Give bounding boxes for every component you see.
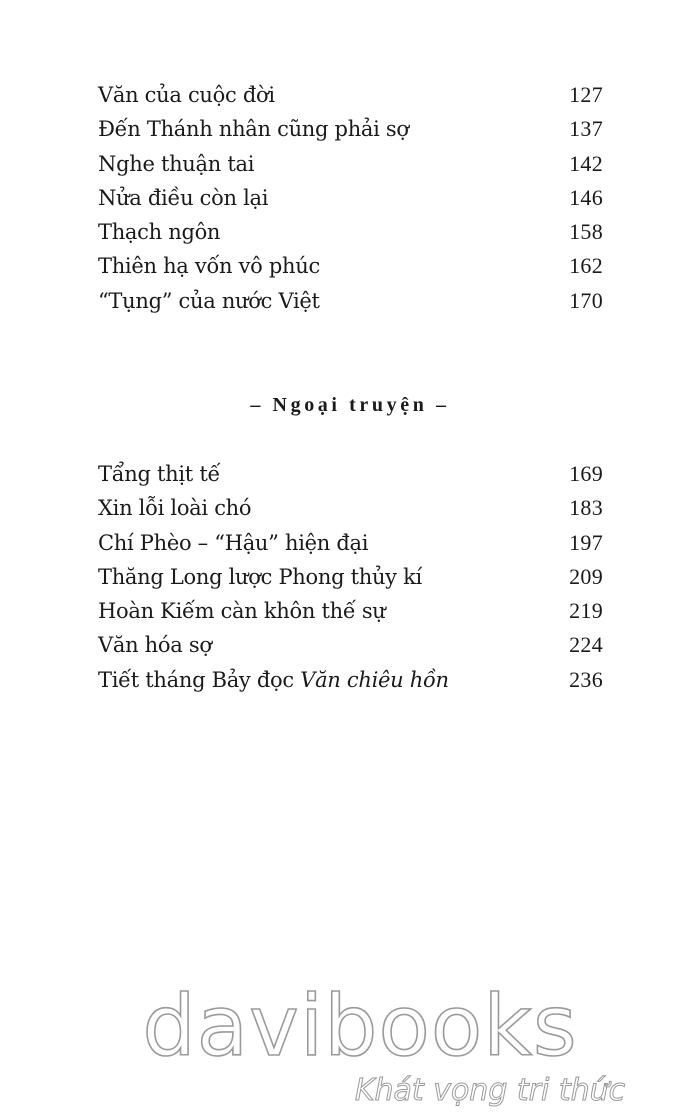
toc-entry-title: Thạch ngôn bbox=[98, 220, 221, 245]
toc-entry-title: Đến Thánh nhân cũng phải sợ bbox=[98, 117, 409, 142]
toc-entry bbox=[98, 249, 603, 283]
toc-entry-page: 146 bbox=[569, 184, 603, 210]
toc-entry-title: Văn hóa sợ bbox=[98, 633, 212, 658]
toc-entry bbox=[98, 147, 603, 181]
toc-entry-title-prefix: Tiết tháng Bảy đọc bbox=[98, 667, 301, 692]
toc-entry-page: 224 bbox=[569, 632, 603, 658]
toc-entry bbox=[98, 491, 603, 525]
toc-entry-page: 142 bbox=[569, 150, 603, 176]
toc-entry-page: 197 bbox=[569, 529, 603, 555]
toc-entry-title: Tẩng thịt tế bbox=[98, 462, 221, 486]
toc-entry bbox=[98, 215, 603, 249]
toc-entry-page: 162 bbox=[569, 253, 603, 279]
toc-entry bbox=[98, 663, 603, 697]
toc-entry-page: 209 bbox=[569, 563, 603, 589]
toc-entry bbox=[98, 594, 603, 628]
toc-entry bbox=[98, 181, 603, 215]
toc-entry bbox=[98, 112, 603, 146]
toc-entry-title-italic: Văn chiêu hồn bbox=[300, 667, 449, 692]
toc-main-list bbox=[98, 78, 603, 318]
toc-entry bbox=[98, 284, 603, 318]
toc-entry bbox=[98, 526, 603, 560]
toc-entry-page: 219 bbox=[569, 598, 603, 624]
toc-entry bbox=[98, 560, 603, 594]
toc-entry-title: Nửa điều còn lại bbox=[98, 185, 269, 210]
toc-entry-page: 183 bbox=[569, 495, 603, 521]
toc-entry-title: Nghe thuận tai bbox=[98, 151, 255, 176]
toc-extra-list bbox=[98, 457, 603, 697]
toc-entry bbox=[98, 78, 603, 112]
toc-entry-title: Thiên hạ vốn vô phúc bbox=[98, 254, 320, 279]
toc-entry-page: 137 bbox=[569, 116, 603, 142]
section-heading-ngoai-truyen: – Ngoại truyện – bbox=[250, 394, 450, 416]
toc-entry-title: “Tụng” của nước Việt bbox=[98, 288, 320, 313]
toc-entry-title bbox=[98, 663, 449, 697]
toc-entry bbox=[98, 628, 603, 662]
toc-entry-page: 127 bbox=[569, 82, 603, 107]
toc-entry bbox=[98, 457, 603, 491]
toc-entry-page: 236 bbox=[569, 666, 603, 692]
toc-entry-title: Thăng Long lược Phong thủy kí bbox=[98, 564, 422, 589]
toc-entry-page: 158 bbox=[569, 219, 603, 245]
toc-entry-page: 170 bbox=[569, 287, 603, 313]
toc-entry-title: Hoàn Kiếm càn khôn thế sự bbox=[98, 599, 386, 624]
watermark-tagline: Khát vọng tri thức bbox=[354, 1073, 626, 1108]
toc-entry-title: Xin lỗi loài chó bbox=[98, 496, 252, 521]
toc-entry-title: Chí Phèo – “Hậu” hiện đại bbox=[98, 530, 369, 555]
watermark-brand: davibooks bbox=[142, 977, 578, 1075]
toc-entry-title: Văn của cuộc đời bbox=[98, 83, 275, 107]
toc-entry-page: 169 bbox=[569, 461, 603, 486]
